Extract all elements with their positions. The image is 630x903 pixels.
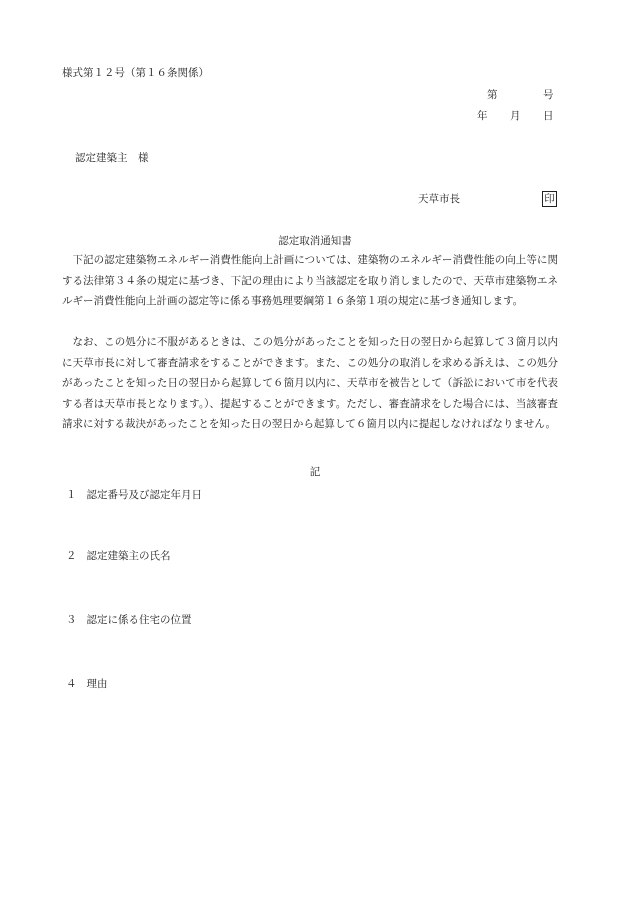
body-paragraph-1: 下記の認定建築物エネルギー消費性能向上計画については、建築物のエネルギー消費性能の向上等に関する法律第３４条の規定に基づき、下記の理由により当該認定を取り消しましたので、天草市建築物エネルギー消費性能向上計画の認定等に係る事務処理要綱第１６条第１項の規定に基づき通知します。 xyxy=(62,254,558,307)
item-number: １ xyxy=(66,489,77,501)
seal-mark xyxy=(542,191,557,207)
form-label: 様式第１２号（第１６条関係） xyxy=(62,67,209,79)
date-day-label: 日 xyxy=(543,110,554,122)
item-1 xyxy=(66,488,202,502)
date-year-label: 年 xyxy=(477,110,488,122)
item-3 xyxy=(66,613,192,627)
item-label: 認定に係る住宅の位置 xyxy=(86,614,192,626)
issuer-name: 天草市長 xyxy=(418,193,460,205)
item-4 xyxy=(66,677,108,691)
item-number: ２ xyxy=(66,550,77,562)
body-paragraph-2: なお、この処分に不服があるときは、この処分があったことを知った日の翌日から起算して３箇月以内に天草市長に対して審査請求をすることができます。また、この処分の取消しを求める訴えは、この処分があったことを知った日の翌日から起算して６箇月以内に、天草市を被告として（訴訟において市を代表する者は天草市長となります。）、提起することができます。ただし、審査請求をした場合には、当該審査請求に対する裁決があったことを知った日の翌日から起算して６箇月以内に提起しなければなりません。 xyxy=(62,336,558,430)
item-number: ３ xyxy=(66,614,77,626)
item-label: 認定建築主の氏名 xyxy=(86,550,171,562)
date-month-label: 月 xyxy=(510,110,521,122)
item-number: ４ xyxy=(66,678,77,690)
document-number-prefix: 第 xyxy=(487,89,498,101)
item-label: 理由 xyxy=(86,678,108,690)
ki-label: 記 xyxy=(309,466,321,478)
item-2 xyxy=(66,549,171,563)
item-label: 認定番号及び認定年月日 xyxy=(86,489,202,501)
document-title: 認定取消通知書 xyxy=(278,235,352,247)
document-number-suffix: 号 xyxy=(543,89,554,101)
seal-box: 印 xyxy=(542,191,557,207)
addressee: 認定建築主 様 xyxy=(75,152,149,164)
